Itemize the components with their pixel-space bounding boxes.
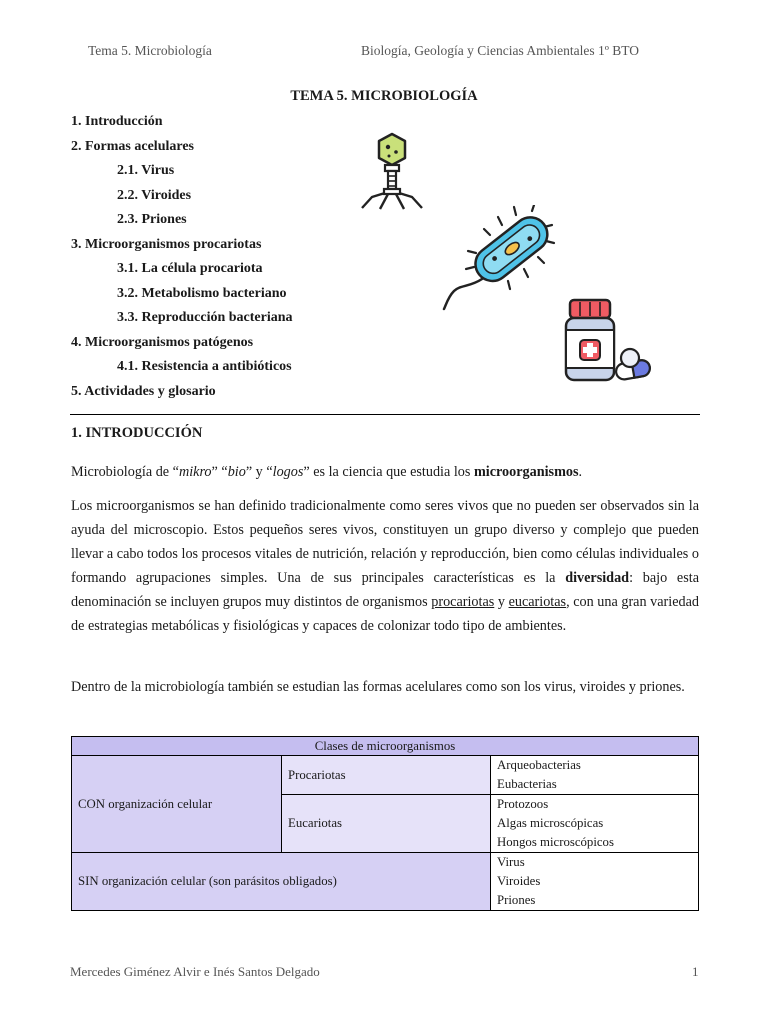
list-item: Protozoos [497, 797, 549, 811]
intro-paragraph-2 [71, 494, 699, 638]
list-item: Arqueobacterias [497, 758, 581, 772]
toc-item: 3.2. Metabolismo bacteriano [117, 285, 287, 301]
toc-item: 4. Microorganismos patógenos [71, 334, 254, 350]
footer-authors: Mercedes Giménez Alvir e Inés Santos Delgado [70, 964, 320, 979]
text-run: ” “ [211, 464, 228, 480]
toc-item: 4.1. Resistencia a antibióticos [117, 359, 292, 374]
procariotas-items [491, 756, 699, 795]
list-item: Viroides [497, 874, 541, 888]
sin-items [491, 853, 699, 911]
page-number: 1 [692, 964, 699, 979]
text-run: : bajo esta denominación se incluyen grupos muy distintos de organismos [71, 570, 699, 610]
table-caption: Clases de microorganismos [72, 737, 699, 756]
list-item: Priones [497, 893, 536, 907]
header-right: Biología, Geología y Ciencias Ambientales 1º BTO [361, 43, 640, 58]
term-diversidad: diversidad [565, 570, 630, 586]
term-mikro: mikro [178, 464, 212, 480]
table-row [72, 756, 699, 795]
section-heading: 1. INTRODUCCIÓN [71, 425, 203, 441]
list-item: Hongos microscópicos [497, 835, 614, 849]
toc-item: 3. Microorganismos procariotas [71, 236, 262, 252]
table-row [72, 853, 699, 911]
header-left: Tema 5. Microbiología [88, 43, 212, 58]
con-organizacion-cell: CON organización celular [72, 756, 282, 853]
toc-item: 3.1. La célula procariota [117, 261, 263, 276]
table-row [72, 737, 699, 756]
microorganism-classes-table [71, 736, 699, 911]
text-run: , con una gran variedad de estrategias metabólicas y fisiológicas y capaces de colonizar todo tipo de ambientes. [71, 594, 699, 634]
toc-item: 2.2. Viroides [117, 187, 192, 203]
section-divider [70, 414, 700, 415]
sin-organizacion-cell: SIN organización celular (son parásitos obligados) [72, 853, 491, 911]
medicine-bottle-icon [560, 296, 652, 386]
term-microorganismos: microorganismos [473, 464, 579, 480]
document-title: TEMA 5. MICROBIOLOGÍA [290, 88, 478, 104]
toc-item: 2.3. Priones [117, 212, 187, 227]
toc-item: 1. Introducción [71, 114, 163, 129]
text-run: . [578, 464, 583, 480]
bacteria-icon [440, 205, 558, 315]
eucariotas-items [491, 795, 699, 853]
term-logos: logos [272, 464, 304, 480]
text-run: y [494, 594, 509, 610]
toc-item: 2.1. Virus [117, 163, 175, 178]
bacteriophage-icon [358, 130, 430, 212]
term-eucariotas: eucariotas [508, 594, 567, 610]
eucariotas-cell: Eucariotas [282, 795, 491, 853]
term-bio: bio [227, 464, 246, 480]
toc-item: 2. Formas acelulares [71, 138, 194, 154]
list-item: Virus [497, 855, 525, 869]
toc-item: 3.3. Reproducción bacteriana [117, 310, 293, 325]
list-item: Eubacterias [497, 777, 557, 791]
intro-paragraph-3: Dentro de la microbiología también se estudian las formas acelulares como son los virus, viroides y priones. [71, 679, 685, 695]
procariotas-cell: Procariotas [282, 756, 491, 795]
term-procariotas: procariotas [431, 594, 495, 610]
intro-paragraph-1 [71, 460, 699, 484]
text-run: Los microorganismos se han definido tradicionalmente como seres vivos que no pueden ser observados sin la ayuda del microscopio. Estos pequeños seres vivos, constituyen un grupo diverso y complejo que pueden llevar a cabo todos los procesos vitales de nutrición, relación y reproducción, bien como células individuales o formando agrupaciones simples. Una de sus principales características es la [71, 498, 699, 586]
list-item: Algas microscópicas [497, 816, 604, 830]
toc-item: 5. Actividades y glosario [71, 383, 216, 399]
table-of-contents [71, 110, 293, 404]
text-run: ” es la ciencia que estudia los [303, 464, 474, 480]
text-run: ” y “ [245, 464, 273, 480]
text-run: Microbiología de “ [71, 464, 179, 480]
